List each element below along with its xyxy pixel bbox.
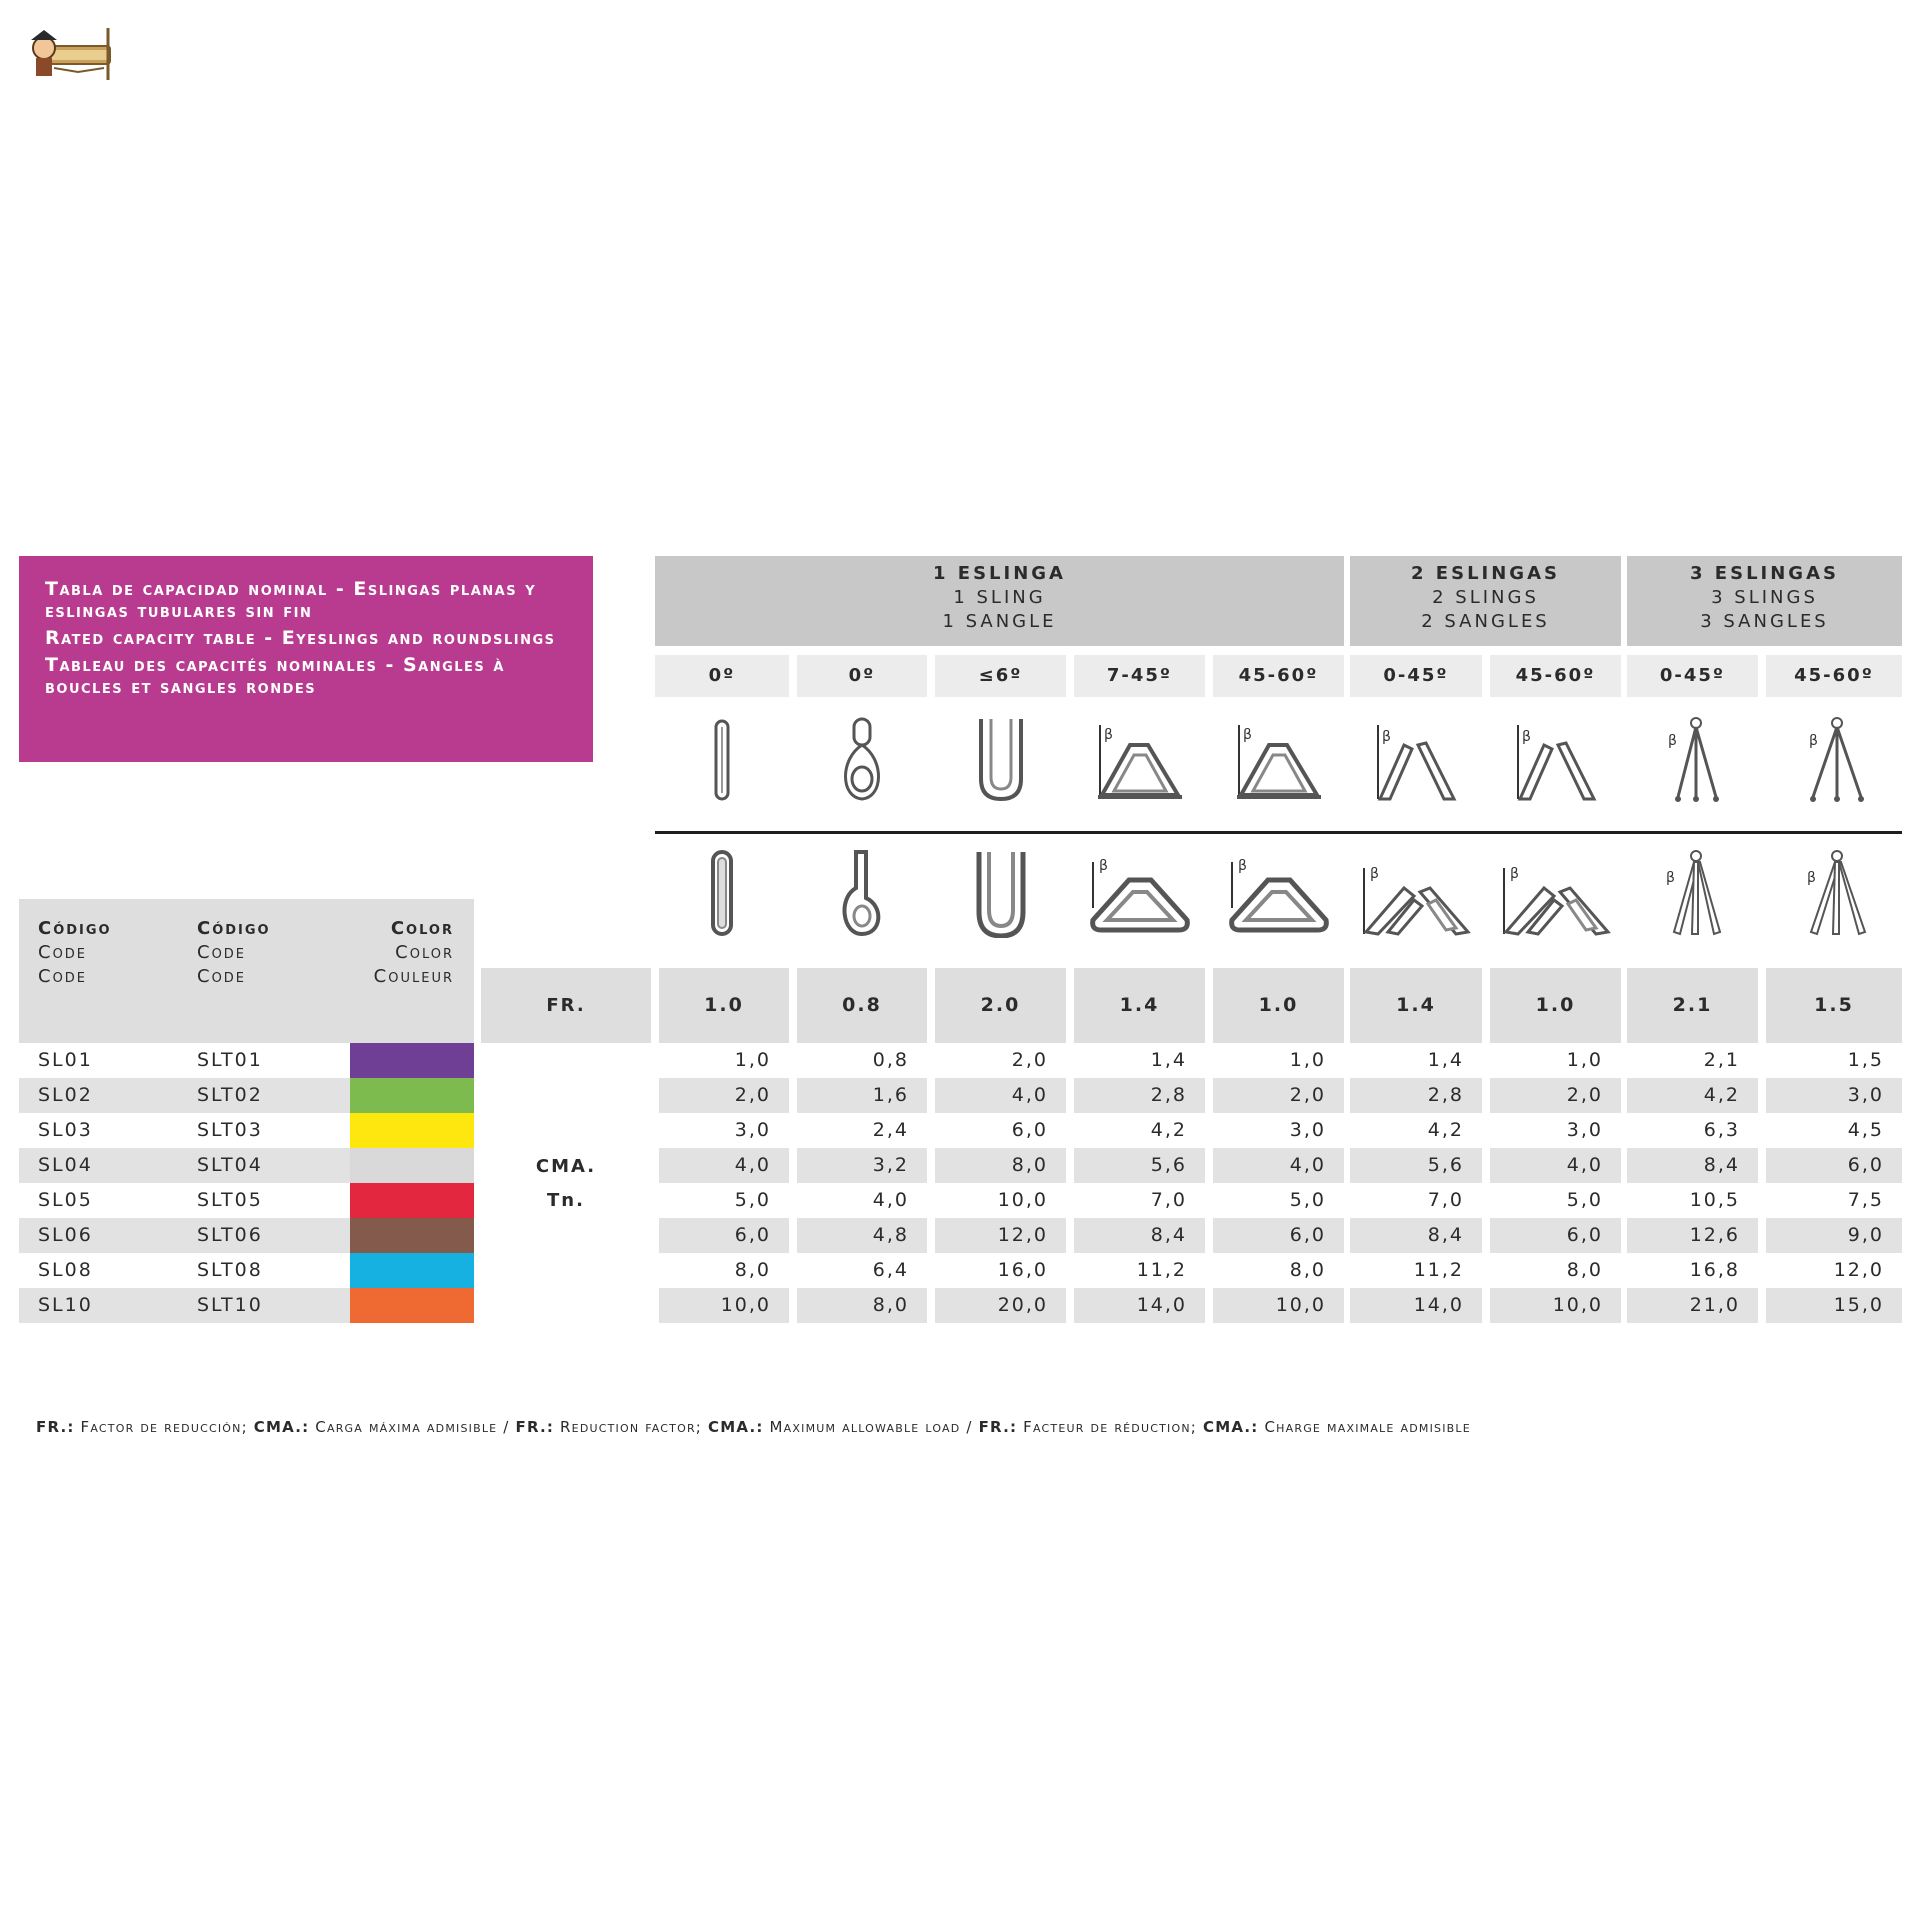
svg-text:β: β — [1807, 870, 1816, 886]
cma-value-cell: 9,0 — [1847, 1224, 1884, 1246]
fr-value: 1.4 — [1350, 968, 1482, 1043]
group-header-3-slings — [1627, 556, 1902, 646]
cma-value-cell: 7,0 — [1150, 1189, 1187, 1211]
group-label-fr: 2 SANGLES — [1421, 611, 1550, 632]
group-label-fr: 1 SANGLE — [942, 611, 1057, 632]
footer-text: Reduction factor; — [554, 1418, 709, 1436]
footer-key: FR.: — [36, 1418, 75, 1436]
cma-value-cell: 1,0 — [1289, 1049, 1326, 1071]
cma-value-cell: 5,6 — [1427, 1154, 1464, 1176]
angle-header: 45-60º — [1490, 655, 1621, 697]
table-row — [19, 1253, 1902, 1288]
cma-value-cell: 8,4 — [1703, 1154, 1740, 1176]
footer-text: Charge maximale admisible — [1258, 1418, 1471, 1436]
color-swatch — [350, 1218, 474, 1253]
angle-header: 0º — [797, 655, 927, 697]
code-t-cell: SLT06 — [197, 1224, 263, 1246]
color-swatch — [350, 1148, 474, 1183]
svg-text:β: β — [1667, 733, 1677, 749]
code-t-cell: SLT10 — [197, 1294, 263, 1316]
cma-value-cell: 5,0 — [1289, 1189, 1326, 1211]
cma-value-cell: 10,0 — [1275, 1294, 1326, 1316]
cma-value-cell: 8,0 — [1289, 1259, 1326, 1281]
cma-value-cell: 8,0 — [872, 1294, 909, 1316]
footer-key: FR.: — [978, 1418, 1018, 1436]
code-header-fr: Code — [38, 966, 88, 987]
group-header-1-sling — [655, 556, 1344, 646]
cma-value-cell: 1,0 — [1566, 1049, 1603, 1071]
angle-header: 45-60º — [1213, 655, 1344, 697]
cma-value-cell: 8,0 — [1011, 1154, 1048, 1176]
cma-value-cell: 1,0 — [734, 1049, 771, 1071]
cma-value-cell: 6,4 — [872, 1259, 909, 1281]
three-leg-sling-icon — [1766, 715, 1902, 815]
code-header-es: Código — [197, 918, 271, 939]
code-cell: SL01 — [38, 1049, 93, 1071]
cma-value-cell: 5,6 — [1150, 1154, 1187, 1176]
cma-value-cell: 8,0 — [1566, 1259, 1603, 1281]
footer-legend — [36, 1418, 1896, 1436]
cma-value-cell: 3,0 — [734, 1119, 771, 1141]
fr-value: 1.0 — [1490, 968, 1621, 1043]
code-header-fr: Code — [197, 966, 247, 987]
cma-value-cell: 1,4 — [1150, 1049, 1187, 1071]
cma-value-cell: 8,0 — [734, 1259, 771, 1281]
footer-key: FR.: — [515, 1418, 555, 1436]
three-leg-roundsling-icon — [1627, 848, 1758, 948]
code-t-cell: SLT04 — [197, 1154, 263, 1176]
table-row — [19, 1043, 1902, 1078]
title-fr: Tableau des capacités nominales - Sangles à boucles et sangles rondes — [45, 654, 505, 698]
cma-value-cell: 2,0 — [1566, 1084, 1603, 1106]
cma-value-cell: 3,2 — [872, 1154, 909, 1176]
svg-text:β: β — [1382, 729, 1391, 745]
angle-header: 45-60º — [1766, 655, 1902, 697]
cma-value-cell: 2,0 — [1289, 1084, 1326, 1106]
code-cell: SL05 — [38, 1189, 93, 1211]
cma-value-cell: 2,0 — [734, 1084, 771, 1106]
code-cell: SL08 — [38, 1259, 93, 1281]
cma-value-cell: 1,4 — [1427, 1049, 1464, 1071]
svg-text:β: β — [1370, 866, 1379, 882]
table-row — [19, 1113, 1902, 1148]
color-header-es: Color — [390, 918, 454, 939]
angle-header: 7-45º — [1074, 655, 1205, 697]
code-t-column-header — [197, 917, 271, 989]
fr-value: 1.4 — [1074, 968, 1205, 1043]
cma-value-cell: 12,6 — [1689, 1224, 1740, 1246]
cma-value-cell: 4,0 — [1011, 1084, 1048, 1106]
table-row — [19, 1148, 1902, 1183]
code-t-cell: SLT02 — [197, 1084, 263, 1106]
color-swatch — [350, 1113, 474, 1148]
code-cell: SL10 — [38, 1294, 93, 1316]
table-row — [19, 1288, 1902, 1323]
fr-value: 0.8 — [797, 968, 927, 1043]
title-es: Tabla de capacidad nominal - Eslingas planas y eslingas tubulares sin fin — [45, 578, 537, 622]
cma-value-cell: 16,8 — [1689, 1259, 1740, 1281]
svg-text:β: β — [1809, 733, 1818, 749]
two-leg-roundsling-icon — [1490, 848, 1621, 948]
cma-value-cell: 8,4 — [1427, 1224, 1464, 1246]
group-header-2-slings — [1350, 556, 1621, 646]
color-column-header — [374, 917, 454, 989]
two-leg-sling-icon — [1350, 715, 1482, 815]
svg-text:β: β — [1237, 858, 1247, 874]
beta-basket-sling-icon — [1213, 715, 1344, 815]
footer-key: CMA.: — [1202, 1418, 1259, 1436]
cma-value-cell: 6,0 — [1011, 1119, 1048, 1141]
cma-value-cell: 10,5 — [1689, 1189, 1740, 1211]
cma-value-cell: 2,1 — [1703, 1049, 1740, 1071]
code-header-es: Código — [38, 918, 112, 939]
title-en: Rated capacity table - Eyeslings and roundslings — [45, 627, 556, 649]
code-header-en: Code — [197, 942, 247, 963]
table-row — [19, 1183, 1902, 1218]
choke-roundsling-icon — [797, 848, 927, 948]
cma-value-cell: 2,8 — [1150, 1084, 1187, 1106]
cma-value-cell: 6,0 — [734, 1224, 771, 1246]
code-header — [19, 899, 474, 1043]
cma-value-cell: 11,2 — [1413, 1259, 1464, 1281]
two-leg-roundsling-icon — [1350, 848, 1482, 948]
cma-value-cell: 0,8 — [872, 1049, 909, 1071]
cma-value-cell: 4,2 — [1427, 1119, 1464, 1141]
svg-text:β: β — [1509, 866, 1519, 882]
cma-value-cell: 3,0 — [1289, 1119, 1326, 1141]
color-swatch — [350, 1288, 474, 1323]
angle-header: ≤6º — [935, 655, 1066, 697]
cma-value-cell: 1,5 — [1847, 1049, 1884, 1071]
cma-text: CMA. — [535, 1156, 597, 1177]
group-label-en: 1 SLING — [953, 587, 1046, 608]
code-cell: SL02 — [38, 1084, 93, 1106]
angle-header: 0-45º — [1350, 655, 1482, 697]
svg-text:β: β — [1103, 727, 1113, 743]
color-swatch — [350, 1043, 474, 1078]
cma-value-cell: 1,6 — [872, 1084, 909, 1106]
footer-text: Factor de reducción; — [74, 1418, 254, 1436]
cma-value-cell: 14,0 — [1413, 1294, 1464, 1316]
angle-header: 0-45º — [1627, 655, 1758, 697]
fr-value: 2.1 — [1627, 968, 1758, 1043]
cma-value-cell: 15,0 — [1833, 1294, 1884, 1316]
fr-value: 2.0 — [935, 968, 1066, 1043]
color-header-en: Color — [395, 942, 454, 963]
code-header-en: Code — [38, 942, 88, 963]
cma-value-cell: 11,2 — [1136, 1259, 1187, 1281]
footer-text: Maximum allowable load / — [763, 1418, 979, 1436]
straight-roundsling-icon — [655, 848, 789, 948]
straight-sling-icon — [655, 715, 789, 815]
svg-text:β: β — [1242, 727, 1252, 743]
color-header-fr: Couleur — [373, 966, 454, 987]
cma-value-cell: 10,0 — [997, 1189, 1048, 1211]
choke-eye-sling-icon — [797, 715, 927, 815]
table-row — [19, 1218, 1902, 1253]
cma-value-cell: 6,0 — [1847, 1154, 1884, 1176]
code-column-header — [38, 917, 112, 989]
fr-label: FR. — [481, 968, 651, 1043]
fr-value: 1.0 — [1213, 968, 1344, 1043]
code-t-cell: SLT01 — [197, 1049, 263, 1071]
group-label-fr: 3 SANGLES — [1700, 611, 1829, 632]
cma-value-cell: 10,0 — [720, 1294, 771, 1316]
cma-value-cell: 6,0 — [1566, 1224, 1603, 1246]
code-t-cell: SLT08 — [197, 1259, 263, 1281]
group-label-es: 1 ESLINGA — [933, 563, 1066, 584]
cma-value-cell: 5,0 — [734, 1189, 771, 1211]
cma-value-cell: 8,4 — [1150, 1224, 1187, 1246]
cma-value-cell: 14,0 — [1136, 1294, 1187, 1316]
table-row — [19, 1078, 1902, 1113]
group-label-en: 3 SLINGS — [1711, 587, 1818, 608]
footer-key: CMA.: — [708, 1418, 764, 1436]
cma-value-cell: 6,0 — [1289, 1224, 1326, 1246]
angle-header: 0º — [655, 655, 789, 697]
code-cell: SL06 — [38, 1224, 93, 1246]
cma-value-cell: 4,0 — [1566, 1154, 1603, 1176]
color-swatch — [350, 1183, 474, 1218]
cma-value-cell: 7,0 — [1427, 1189, 1464, 1211]
cma-value-cell: 3,0 — [1566, 1119, 1603, 1141]
cma-value-cell: 2,0 — [1011, 1049, 1048, 1071]
u-basket-sling-icon — [935, 715, 1066, 815]
two-leg-sling-icon — [1490, 715, 1621, 815]
cma-value-cell: 10,0 — [1552, 1294, 1603, 1316]
footer-key: CMA.: — [253, 1418, 310, 1436]
beta-basket-roundsling-icon — [1213, 848, 1344, 948]
group-label-es: 3 ESLINGAS — [1690, 563, 1839, 584]
cma-value-cell: 4,5 — [1847, 1119, 1884, 1141]
section-divider — [655, 831, 1902, 834]
code-t-cell: SLT03 — [197, 1119, 263, 1141]
u-basket-roundsling-icon — [935, 848, 1066, 948]
group-label-en: 2 SLINGS — [1432, 587, 1539, 608]
cma-value-cell: 3,0 — [1847, 1084, 1884, 1106]
code-t-cell: SLT05 — [197, 1189, 263, 1211]
cma-value-cell: 4,2 — [1703, 1084, 1740, 1106]
cma-value-cell: 4,0 — [872, 1189, 909, 1211]
code-cell: SL04 — [38, 1154, 93, 1176]
beta-basket-roundsling-icon — [1074, 848, 1205, 948]
cma-value-cell: 2,8 — [1427, 1084, 1464, 1106]
brand-logo — [28, 24, 114, 82]
cma-value-cell: 12,0 — [997, 1224, 1048, 1246]
color-swatch — [350, 1253, 474, 1288]
footer-text: Facteur de réduction; — [1017, 1418, 1203, 1436]
cma-value-cell: 4,2 — [1150, 1119, 1187, 1141]
beta-basket-sling-icon — [1074, 715, 1205, 815]
code-cell: SL03 — [38, 1119, 93, 1141]
cma-value-cell: 5,0 — [1566, 1189, 1603, 1211]
group-label-es: 2 ESLINGAS — [1411, 563, 1560, 584]
cma-value-cell: 20,0 — [997, 1294, 1048, 1316]
cma-value-cell: 12,0 — [1833, 1259, 1884, 1281]
footer-text: Carga máxima admisible / — [309, 1418, 516, 1436]
svg-text:β: β — [1521, 729, 1531, 745]
svg-text:β: β — [1098, 858, 1108, 874]
svg-text:β: β — [1665, 870, 1675, 886]
cma-value-cell: 21,0 — [1689, 1294, 1740, 1316]
three-leg-sling-icon — [1627, 715, 1758, 815]
fr-value: 1.0 — [659, 968, 789, 1043]
title-box — [19, 556, 593, 762]
cma-value-cell: 6,3 — [1703, 1119, 1740, 1141]
color-swatch — [350, 1078, 474, 1113]
cma-value-cell: 16,0 — [997, 1259, 1048, 1281]
cma-value-cell: 7,5 — [1847, 1189, 1884, 1211]
cma-unit: Tn. — [547, 1190, 585, 1211]
cma-value-cell: 4,0 — [734, 1154, 771, 1176]
cma-value-cell: 4,8 — [872, 1224, 909, 1246]
fr-value: 1.5 — [1766, 968, 1902, 1043]
cma-value-cell: 2,4 — [872, 1119, 909, 1141]
cma-value-cell: 4,0 — [1289, 1154, 1326, 1176]
three-leg-roundsling-icon — [1766, 848, 1902, 948]
